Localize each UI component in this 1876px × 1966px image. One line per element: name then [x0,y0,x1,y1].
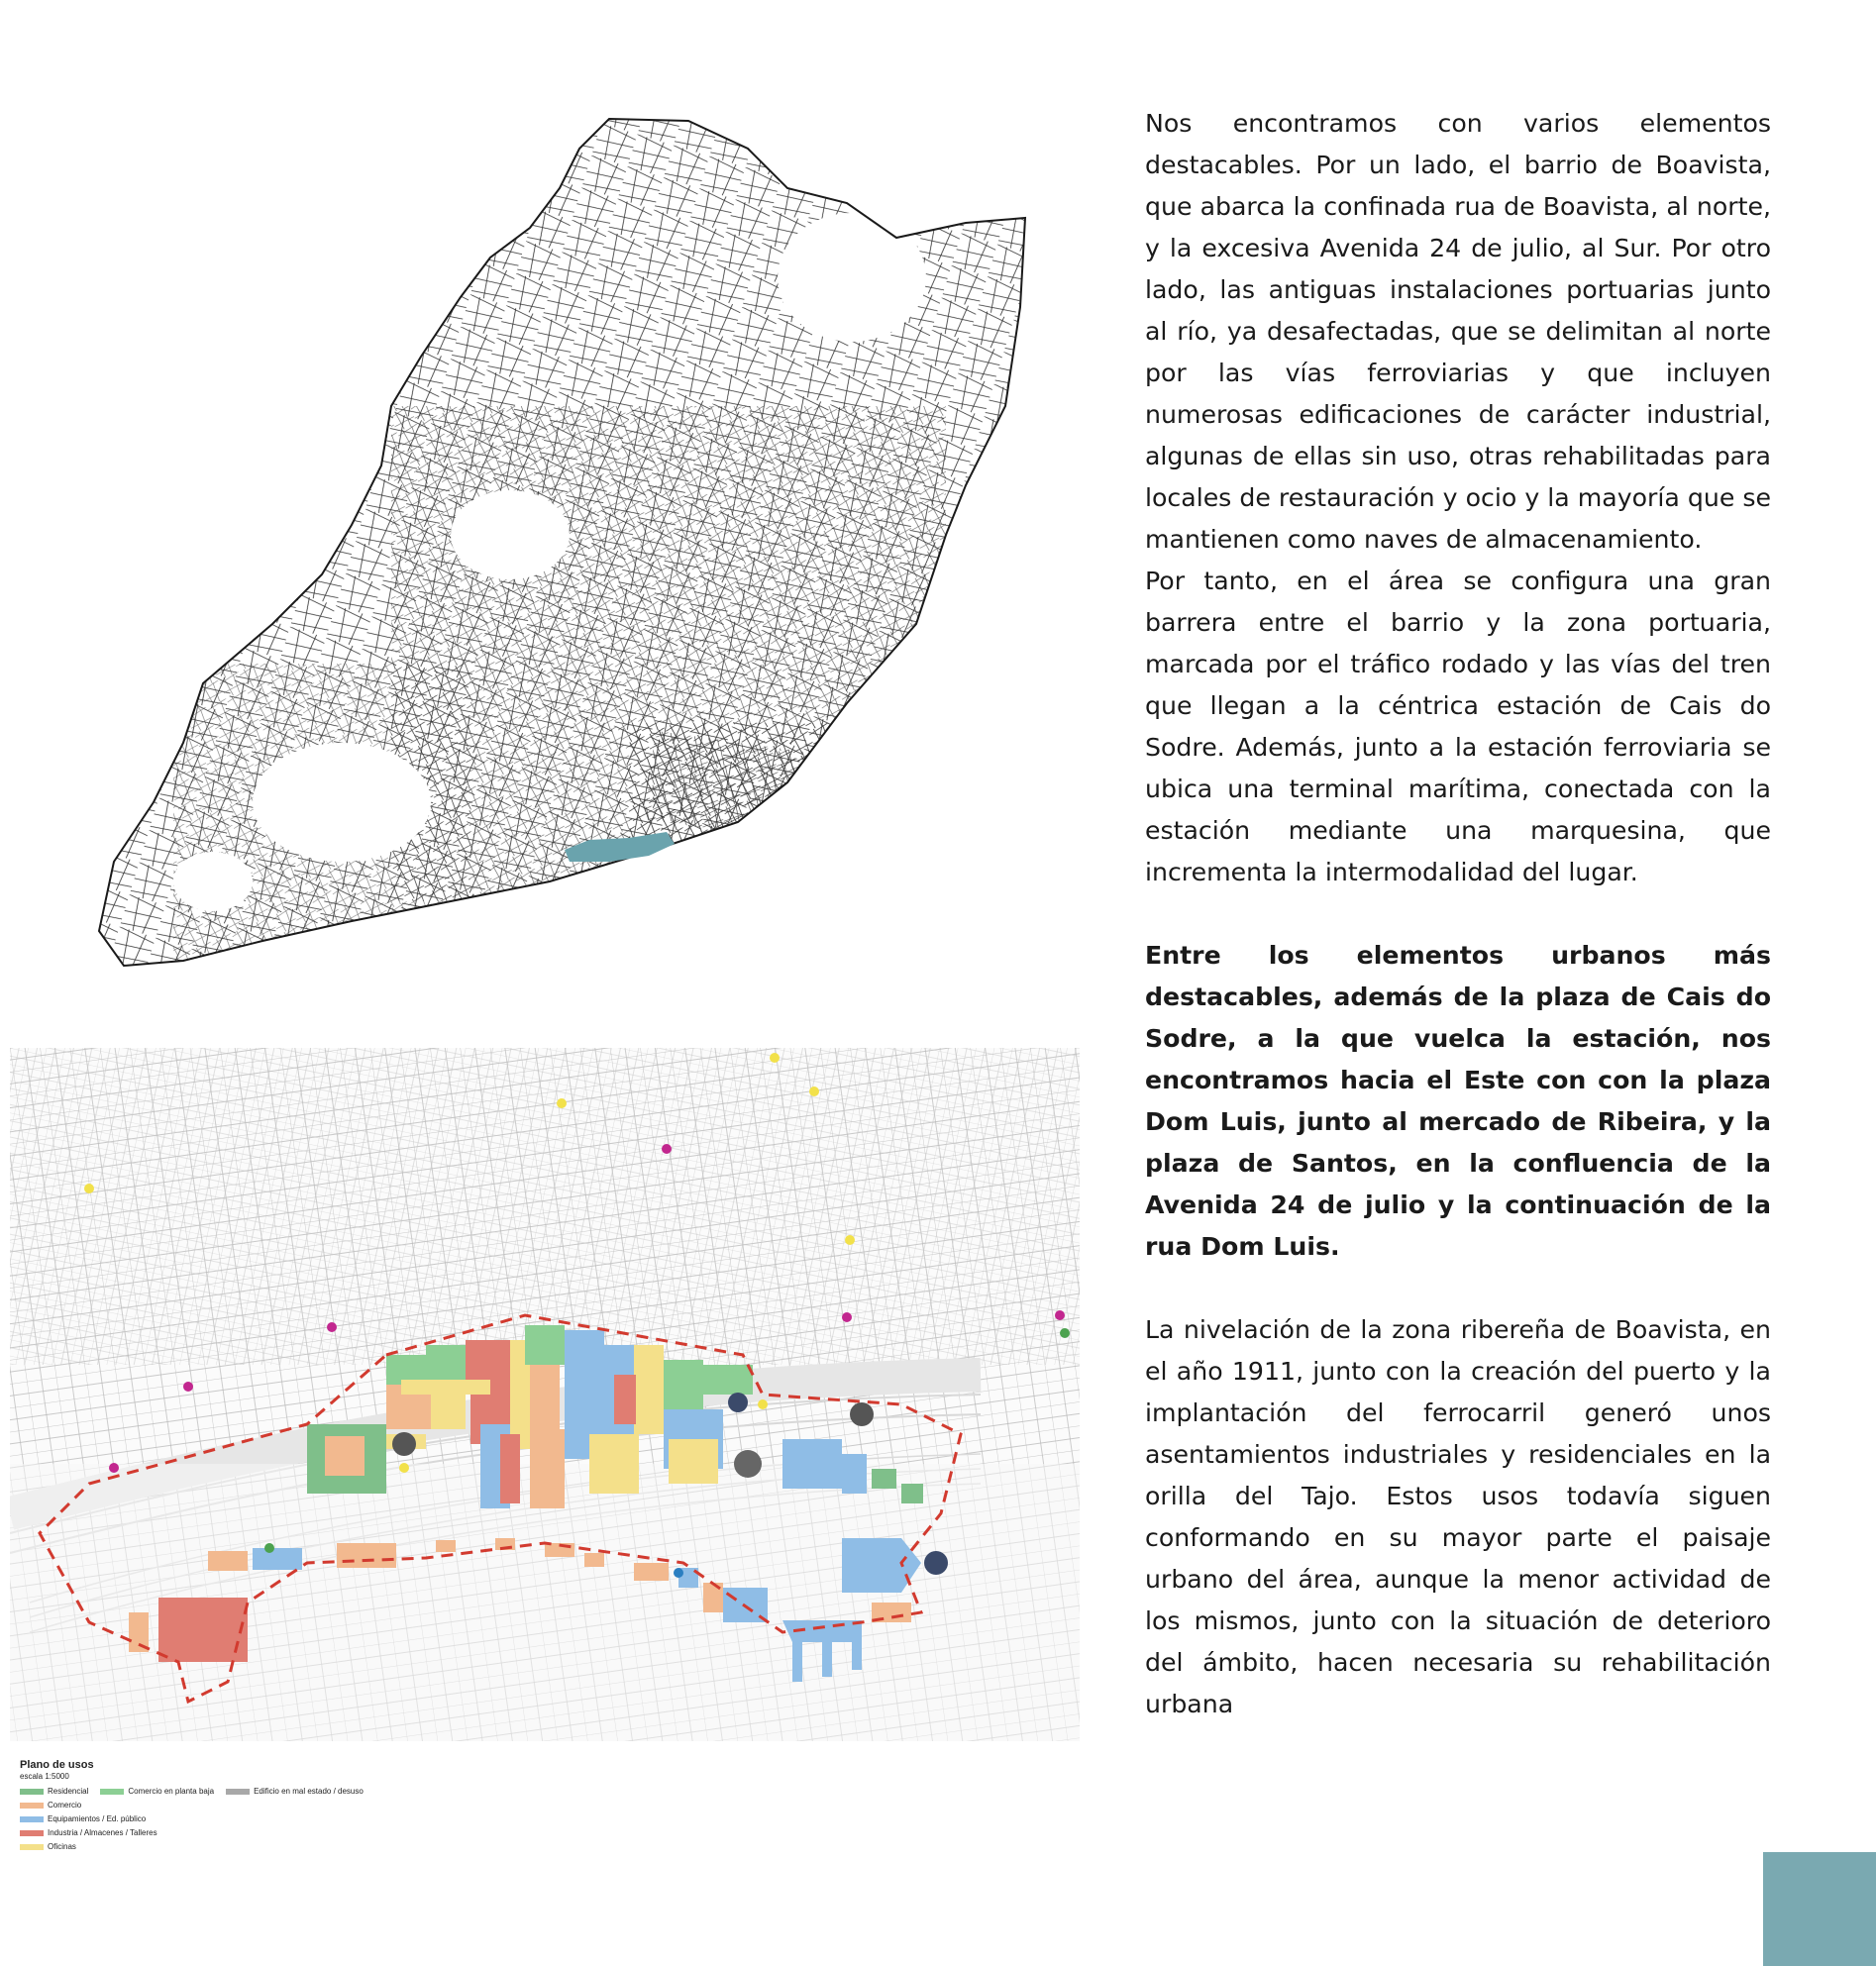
legend-item-oficinas: Oficinas [20,1840,76,1854]
legend-item-industria: Industria / Almacenes / Talleres [20,1826,157,1840]
paragraph-3: Entre los elementos urbanos más destacables, además de la plaza de Cais do Sodre, a la que vuelca la estación, nos encontramos hacia el Este con con la plaza Dom Luis, junto al mercado de Ribeira, y la plaza de Santos, en la confluencia de la Avenida 24 de julio y la continuación de la rua Dom Luis. [1145,941,1771,1261]
photo-marker-4 [924,1551,948,1575]
accent-square [1763,1852,1876,1966]
legend-item-equipamientos: Equipamientos / Ed. público [20,1812,146,1826]
photo-marker-3 [850,1402,874,1426]
paragraph-1: Nos encontramos con varios elementos destacables. Por un lado, el barrio de Boavista, que abarca la confinada rua de Boavista, al norte, y la excesiva Avenida 24 de julio, al Sur. Por otro lado, las antiguas instalaciones portuarias junto al río, ya desafectadas, que se delimitan al norte por las vías ferroviarias y que incluyen numerosas edificaciones de carácter industrial, algunas de ellas sin uso, otras rehabilitadas para locales de restauración y ocio y la mayoría que se mantienen como naves de almacenamiento. [1145,109,1771,554]
plan-legend [20,1758,396,1867]
photo-marker-1 [392,1432,416,1456]
legend-item-residencial: Residencial [20,1785,88,1799]
paragraph-4: La nivelación de la zona ribereña de Boavista, en el año 1911, junto con la creación del puerto y la implantación del ferrocarril generó unos asentamientos industriales y residenciales en la orilla del Tajo. Estos usos todavía siguen conformando en su mayor parte el paisaje urbano del área, aunque la menor actividad de los mismos, junto con la situación de deterioro del ámbito, hacen necesaria su rehabilitación urbana [1145,1315,1771,1718]
photo-marker-2 [734,1450,762,1478]
legend-item-mal-estado: Edificio en mal estado / desuso [226,1785,364,1799]
legend-item-comercio-planta-baja: Comercio en planta baja [100,1785,214,1799]
text-column [1145,103,1771,1725]
legend-title: Plano de usos [20,1759,94,1771]
legend-item-comercio: Comercio [20,1799,81,1812]
city-street-map [94,109,1035,971]
legend-scale: escala 1:5000 [20,1772,69,1781]
land-use-plan [10,1048,1080,1741]
paragraph-2: Por tanto, en el área se configura una gran barrera entre el barrio y la zona portuaria, marcada por el tráfico rodado y las vías del tren que llegan a la céntrica estación de Cais do Sodre. Además, junto a la estación ferroviaria se ubica una terminal marítima, conectada con la estación mediante una marquesina, que incrementa la intermodalidad del lugar. [1145,567,1771,886]
photo-marker-5 [728,1393,748,1412]
